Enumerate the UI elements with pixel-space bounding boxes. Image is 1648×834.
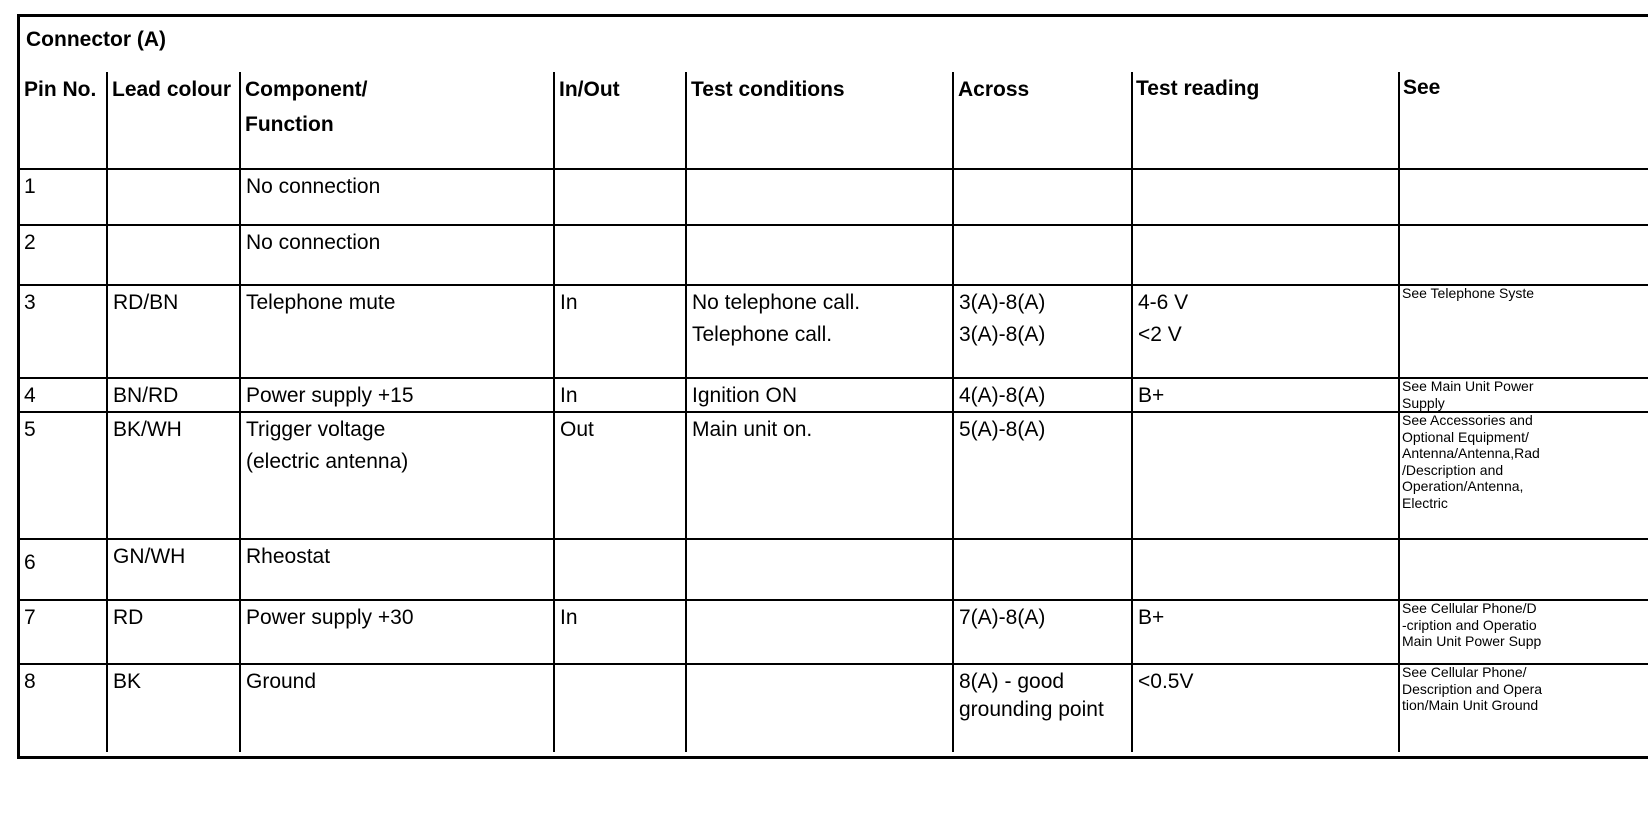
component-function: Power supply +30 <box>246 606 414 629</box>
column-divider <box>952 72 954 752</box>
row-divider <box>20 168 1648 170</box>
see-reference: See Accessories and <box>1402 412 1533 428</box>
pin-number: 4 <box>24 384 36 407</box>
see-reference: See Main Unit Power <box>1402 378 1534 394</box>
header-component: Component/ <box>245 78 368 101</box>
in-out: Out <box>560 418 594 441</box>
across: grounding point <box>959 698 1104 721</box>
column-divider <box>239 72 241 752</box>
see-reference: -cription and Operatio <box>1402 616 1537 633</box>
across: 3(A)-8(A) <box>959 291 1046 314</box>
connector-title: Connector (A) <box>26 28 166 51</box>
component-function: Power supply +15 <box>246 384 414 407</box>
column-divider <box>106 72 108 752</box>
see-reference: Optional Equipment/ <box>1402 428 1529 445</box>
row-divider <box>20 538 1648 540</box>
see-reference: tion/Main Unit Ground <box>1402 697 1539 713</box>
across: 5(A)-8(A) <box>959 418 1046 441</box>
component-function: No connection <box>246 231 381 254</box>
component-function: Ground <box>246 670 317 693</box>
see-reference: See Cellular Phone/ <box>1402 664 1527 680</box>
header-across: Across <box>958 78 1030 101</box>
see-reference: Description and Opera <box>1402 680 1543 697</box>
test-condition: Telephone call. <box>692 323 833 346</box>
across: 8(A) - good <box>959 670 1065 693</box>
lead-colour: BK/WH <box>113 418 182 441</box>
header-test-reading: Test reading <box>1136 77 1260 100</box>
in-out: In <box>560 606 578 629</box>
test-reading: <2 V <box>1138 323 1182 346</box>
component-function: (electric antenna) <box>246 450 409 473</box>
header-test-conditions: Test conditions <box>691 78 845 101</box>
test-condition: No telephone call. <box>692 291 861 314</box>
test-reading: 4-6 V <box>1138 291 1189 314</box>
lead-colour: RD/BN <box>113 291 179 314</box>
connector-table <box>17 14 1648 759</box>
component-function: No connection <box>246 175 381 198</box>
lead-colour: BN/RD <box>113 384 179 407</box>
column-divider <box>685 72 687 752</box>
lead-colour: BK <box>113 670 142 693</box>
see-reference: Main Unit Power Supp <box>1402 633 1542 649</box>
component-function: Rheostat <box>246 545 331 568</box>
column-divider <box>1398 72 1400 752</box>
pin-number: 3 <box>24 291 36 314</box>
lead-colour: GN/WH <box>113 545 186 568</box>
header-in-out: In/Out <box>559 78 620 101</box>
see-reference: See Cellular Phone/D <box>1402 600 1537 616</box>
test-condition: Main unit on. <box>692 418 813 441</box>
across: 3(A)-8(A) <box>959 323 1046 346</box>
header-see: See <box>1403 76 1441 99</box>
column-divider <box>1131 72 1133 752</box>
see-reference: Electric <box>1402 494 1448 511</box>
pin-number: 1 <box>24 175 36 198</box>
across: 4(A)-8(A) <box>959 384 1046 407</box>
lead-colour: RD <box>113 606 144 629</box>
across: 7(A)-8(A) <box>959 606 1046 629</box>
test-reading: <0.5V <box>1138 670 1194 693</box>
test-condition: Ignition ON <box>692 384 798 407</box>
see-reference: /Description and <box>1402 461 1504 478</box>
see-reference: See Telephone Syste <box>1402 285 1535 301</box>
pin-number: 7 <box>24 606 36 629</box>
in-out: In <box>560 291 578 314</box>
component-function: Trigger voltage <box>246 418 386 441</box>
column-divider <box>553 72 555 752</box>
pin-number: 8 <box>24 670 36 693</box>
header-lead-colour: Lead colour <box>112 78 232 101</box>
pin-number: 5 <box>24 418 36 441</box>
test-reading: B+ <box>1138 606 1165 629</box>
header-function: Function <box>245 113 334 136</box>
pin-number: 6 <box>24 551 36 574</box>
pin-number: 2 <box>24 231 36 254</box>
see-reference: Antenna/Antenna,Rad <box>1402 445 1540 461</box>
row-divider <box>20 224 1648 226</box>
in-out: In <box>560 384 578 407</box>
see-reference: Operation/Antenna, <box>1402 478 1524 494</box>
header-pin: Pin No. <box>24 78 97 101</box>
see-reference: Supply <box>1402 394 1445 411</box>
component-function: Telephone mute <box>246 291 396 314</box>
test-reading: B+ <box>1138 384 1165 407</box>
